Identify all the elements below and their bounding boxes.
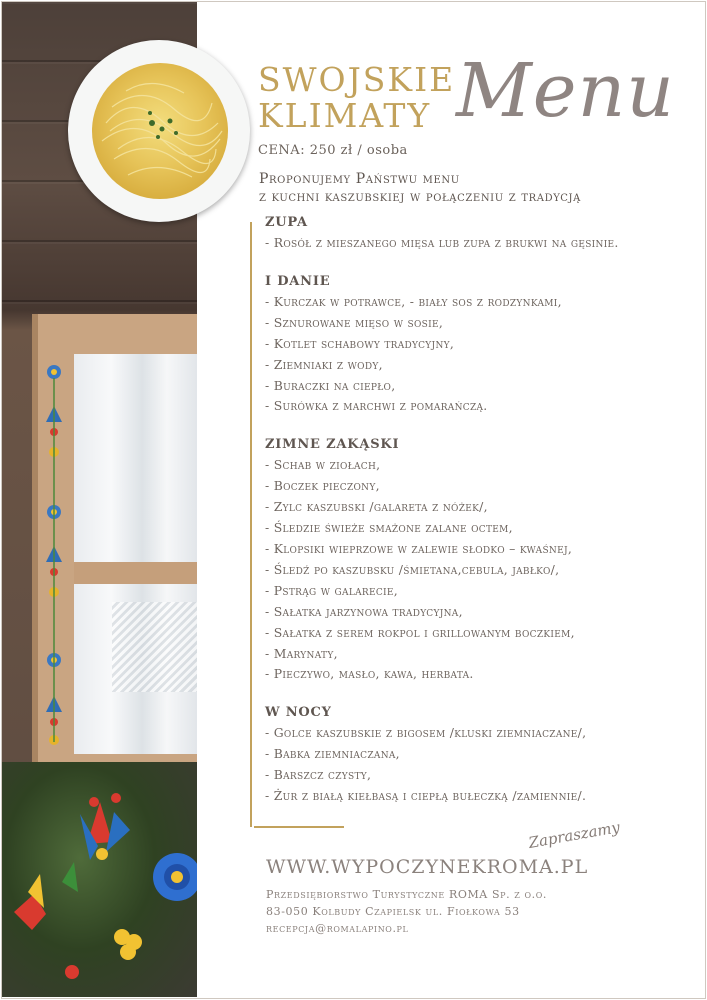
signature-zapraszamy: Zapraszamy [527,818,622,852]
menu-item: - Schab w ziołach, [265,457,381,473]
section-w-nocy [265,703,695,807]
intro-line-2: z kuchni kaszubskiej w połączeniu z tradycją [259,189,581,205]
company-address: 83-050 Kolbudy Czapielsk ul. Fiołkowa 53 [266,905,520,918]
menu-item: - Boczek pieczony, [265,478,380,494]
menu-item: - Sałatka jarzynowa tradycyjna, [265,603,463,619]
section-title: I DANIE [265,273,331,289]
menu-item: - Rosół z mieszanego mięsa lub zupa z brukwi na gęsinie. [265,235,619,250]
title-line-1: SWOJSKIE [258,60,456,99]
menu-item: - Pstrąg w galarecie, [265,582,398,598]
menu-item: - Śledź po kaszubsku /śmietana,cebula, jabłko/, [265,561,560,577]
section-zimne-zakaski [265,435,695,685]
lace-curtain [74,354,197,754]
website-link[interactable]: WWW.WYPOCZYNEKROMA.PL [266,856,589,878]
menu-item: - Śledzie świeże smażone zalane octem, [265,520,513,536]
menu-item: - Pieczywo, masło, kawa, herbata. [265,666,474,682]
company-name: Przedsiębiorstwo Turystyczne ROMA Sp. z o.o. [266,888,548,901]
menu-item: - Babka ziemniaczana, [265,746,400,762]
menu-item: - Sałatka z serem rokpol i grillowanym boczkiem, [265,624,575,640]
menu-item: - Golce kaszubskie z bigosem /kluski ziemniaczane/, [265,725,587,741]
menu-item: - Kurczak w potrawce, - biały sos z rodzynkami, [265,293,562,309]
menu-item: - Barszcz czysty, [265,767,372,783]
menu-item: - Surówka z marchwi z pomarańczą. [265,398,488,414]
gold-horizontal-rule [254,826,344,828]
lace-border [112,602,197,692]
section-title: W NOCY [265,705,332,721]
menu-item: - Marynaty, [265,645,338,661]
intro-line-1: Proponujemy Państwu menu [259,171,460,187]
title-line-2: KLIMATY [258,96,432,135]
menu-body [265,213,695,825]
section-zupa [265,213,695,254]
section-title: ZUPA [265,215,308,230]
menu-item: - Kotlet schabowy tradycyjny, [265,335,455,351]
menu-item: - Klopsiki wieprzowe w zalewie słodko – kwaśnej, [265,540,573,556]
email-link[interactable]: recepcja@romalapino.pl [266,922,409,935]
window-crossbar [74,562,197,584]
noodles-icon [92,63,228,199]
menu-item: - Zylc kaszubski /galareta z nóżek/, [265,499,488,515]
title-block [258,62,455,158]
intro-text [259,170,581,206]
kashubian-pattern-icon [40,362,68,752]
menu-item: - Ziemniaki z wody, [265,356,383,372]
company-details [266,886,547,937]
menu-item: - Sznurowane mięso w sosie, [265,314,444,330]
menu-item: - Żur z białą kiełbasą i ciepłą bułeczką /zamiennie/. [265,788,587,804]
section-i-danie [265,272,695,417]
price-per-person: CENA: 250 zł / osoba [258,143,408,158]
menu-item: - Buraczki na ciepło, [265,377,396,393]
section-title: ZIMNE ZAKĄSKI [265,437,400,453]
gold-vertical-rule [250,222,252,827]
flower-decoration-icon [2,782,197,997]
menu-script-title: Menu [456,48,675,134]
